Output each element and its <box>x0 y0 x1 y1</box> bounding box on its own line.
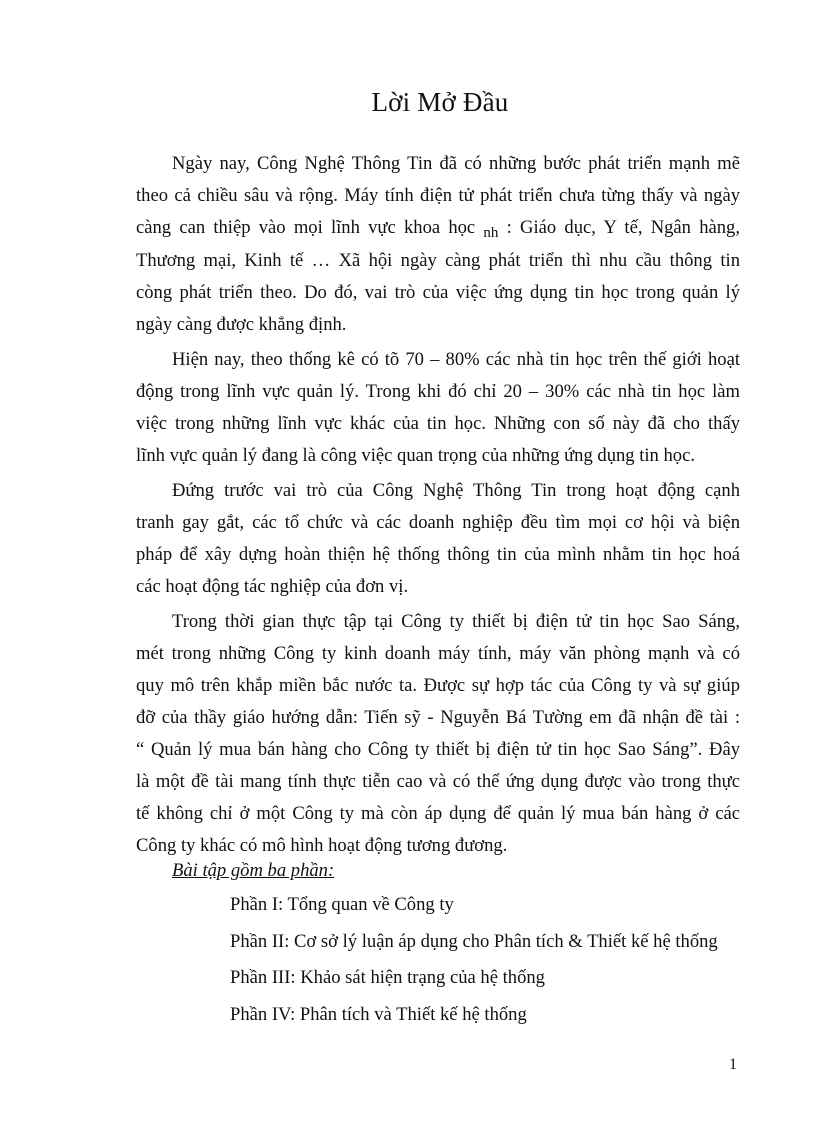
line-text: càng can thiệp vào mọi lĩnh vực khoa học <box>136 217 476 238</box>
paragraph-line: ngày càng được khẳng định. <box>136 314 347 335</box>
paragraph-line: là một đề tài mang tính thực tiễn cao và có thể ứng dụng được vào trong thực <box>136 771 740 792</box>
paragraph-line: Trong thời gian thực tập tại Công ty thiết bị điện tử tin học Sao Sáng, <box>172 611 740 632</box>
paragraph-line: lĩnh vực quản lý đang là công việc quan trọng của những ứng dụng tin học. <box>136 445 696 466</box>
part-item: Phần I: Tổng quan về Công ty <box>230 894 454 915</box>
part-item: Phần IV: Phân tích và Thiết kế hệ thống <box>230 1003 527 1025</box>
paragraph-line: Hiện nay, theo thống kê có tõ 70 – 80% các nhà tin học trên thế giới hoạt <box>172 349 740 370</box>
paragraph-line: Công ty khác có mô hình hoạt động tương đương. <box>136 835 508 856</box>
paragraph-1 <box>136 148 740 341</box>
paragraph-line-with-subscript <box>136 212 740 245</box>
paragraph-line: pháp để xây dựng hoàn thiện hệ thống thông tin của mình nhằm tin học hoá <box>136 544 740 565</box>
paragraph-line: Đứng trước vai trò của Công Nghệ Thông Tin trong hoạt động cạnh <box>172 480 740 501</box>
paragraph-line: theo cả chiều sâu và rộng. Máy tính điện tử phát triển chưa từng thấy và ngày <box>136 185 740 206</box>
paragraph-line: các hoạt động tác nghiệp của đơn vị. <box>136 576 409 597</box>
page-title: Lời Mở Đầu <box>371 87 509 117</box>
paragraph-line: tế không chỉ ở một Công ty mà còn áp dụng để quản lý mua bán hàng ở các <box>136 803 740 824</box>
paragraph-4 <box>136 606 740 862</box>
paragraph-line: đỡ của thầy giáo hướng dẫn: Tiến sỹ - Nguyễn Bá Tường em đã nhận đề tài : <box>136 707 740 728</box>
paragraph-2 <box>136 344 740 472</box>
page-number: 1 <box>729 1056 737 1073</box>
paragraph-line: việc trong những lĩnh vực khác của tin học. Những con số này đã cho thấy <box>136 413 740 434</box>
paragraph-line: tranh gay gắt, các tổ chức và các doanh nghiệp đều tìm mọi cơ hội và biện <box>136 512 740 533</box>
line-text-tail: : Giáo dục, Y tế, Ngân hàng, <box>506 217 740 238</box>
section-heading: Bài tập gồm ba phần: <box>172 860 335 881</box>
part-item: Phần II: Cơ sở lý luận áp dụng cho Phân tích & Thiết kế hệ thống <box>230 930 718 952</box>
parts-list <box>230 887 718 1033</box>
paragraph-line: “ Quản lý mua bán hàng cho Công ty thiết bị điện tử tin học Sao Sáng”. Đây <box>136 739 740 760</box>
paragraph-line: động trong lĩnh vực quản lý. Trong khi đó chỉ 20 – 30% các nhà tin học làm <box>136 381 740 402</box>
paragraph-line: quy mô trên khắp miền bắc nước ta. Được sự hợp tác của Công ty và sự giúp <box>136 675 740 696</box>
body-text <box>136 148 740 865</box>
part-item: Phần III: Khảo sát hiện trạng của hệ thống <box>230 967 545 988</box>
paragraph-line: còng phát triển theo. Do đó, vai trò của việc ứng dụng tin học trong quản lý <box>136 282 740 303</box>
paragraph-line: mét trong những Công ty kinh doanh máy tính, máy văn phòng mạnh và có <box>136 643 740 664</box>
paragraph-3 <box>136 475 740 603</box>
paragraph-line: Thương mại, Kinh tế … Xã hội ngày càng phát triển thì nhu cầu thông tin <box>136 250 740 271</box>
paragraph-line: Ngày nay, Công Nghệ Thông Tin đã có những bước phát triển mạnh mẽ <box>172 153 740 174</box>
subscript-text: nh <box>483 225 499 241</box>
